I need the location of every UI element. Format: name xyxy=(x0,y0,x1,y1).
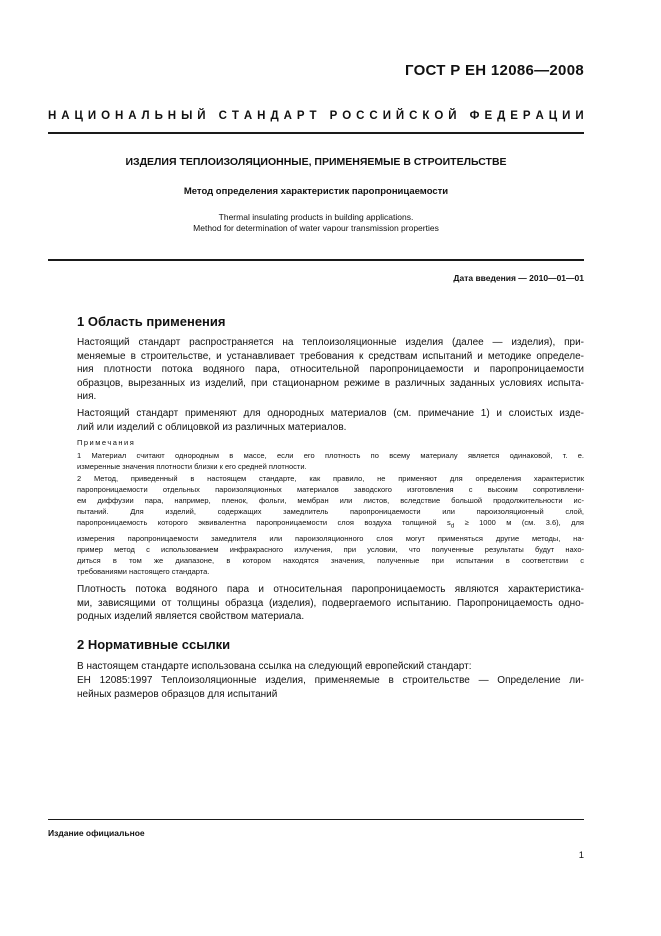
notes-label: Примечания xyxy=(77,438,136,447)
heading-letter: Н xyxy=(167,110,177,122)
text-line: ЕН 12085:1997 Теплоизоляционные изделия, применяемые в строительстве — Определение ли- xyxy=(77,675,584,686)
heading-letter: Д xyxy=(497,110,506,122)
heading-letter: Т xyxy=(231,110,239,122)
document-title: ИЗДЕЛИЯ ТЕПЛОИЗОЛЯЦИОННЫЕ, ПРИМЕНЯЕМЫЕ В СТРОИТЕЛЬСТВЕ xyxy=(125,156,507,168)
section-1-heading: 1 Область применения xyxy=(77,314,226,329)
section-2-paragraph-2 xyxy=(77,674,584,701)
section-1-paragraph-2 xyxy=(77,407,584,434)
text-line: образцов, вырезанных из изделий, при стационарном режиме в различных заданных условиях испыта- xyxy=(77,377,584,389)
heading-space xyxy=(462,110,465,122)
text-line: родных изделий является свойством материала. xyxy=(77,611,305,623)
note-line: требованиями настоящего стандарта. xyxy=(77,567,210,577)
note-line: 1 Материал считают однородным в массе, если его плотность по всему материалу является одинаковой, т. е. xyxy=(77,451,584,460)
text-line: Плотность потока водяного пара и относительная паропроницаемость являются характеристика- xyxy=(77,584,584,595)
heading-letter: А xyxy=(128,110,137,122)
document-subtitle: Метод определения характеристик паропроницаемости xyxy=(183,186,449,197)
heading-letter: Н xyxy=(257,110,266,122)
section-1-paragraph-3 xyxy=(77,583,584,624)
note-line: пытаний. Для изделий, содержащих замедлитель паропроницаемости или пароизоляционный слой, xyxy=(77,507,584,517)
note-line: пример метод с использованием инфракрасного излучения, при условии, что полученные результаты будут нахо- xyxy=(77,545,584,555)
heading-letter: Н xyxy=(48,110,57,122)
text-line: ния плотности потока водяного пара, относительной паропроницаемости и паропроницаемости xyxy=(77,364,584,376)
heading-letter: Т xyxy=(309,110,317,122)
heading-letter: Ф xyxy=(469,110,480,122)
heading-letter: И xyxy=(382,110,391,122)
heading-letter: К xyxy=(422,110,430,122)
heading-letter: И xyxy=(562,110,571,122)
heading-letter: Й xyxy=(448,110,457,122)
english-title-line-2: Method for determination of water vapour transmission properties xyxy=(193,223,439,233)
text-line: Настоящий стандарт распространяется на теплоизоляционные изделия (далее — изделия), при- xyxy=(77,337,584,348)
document-number: ГОСТ Р ЕН 12086—2008 xyxy=(404,62,584,79)
heading-letter: Р xyxy=(296,110,305,122)
text-line: ми, зависящими от толщины образца (изделия), подвергаемого испытанию. Паропроницаемость одно- xyxy=(77,597,584,609)
page-number: 1 xyxy=(578,850,584,861)
heading-letter: И xyxy=(87,110,97,122)
section-2-heading: 2 Нормативные ссылки xyxy=(77,637,231,652)
note-line: паропроницаемости отдельных пароизоляционных материалов заводского изготовления с высоким сопротивлени- xyxy=(77,485,584,495)
heading-letter: Е xyxy=(510,110,518,122)
note-line: паропроницаемость которого эквивалентна паропроницаемости слоя воздуха толщиной $s_d \ge 1000$ м (см. 3.6), для xyxy=(77,518,584,530)
note-line: диться в том же диапазоне, в котором находятся значения, полученные при испытании в соответствии с xyxy=(77,556,584,566)
top-rule xyxy=(48,132,584,134)
section-2-paragraph-1 xyxy=(77,660,584,674)
note-2 xyxy=(77,473,584,577)
heading-letter: Ц xyxy=(548,110,558,122)
heading-letter: Ы xyxy=(181,110,193,122)
heading-letter: Е xyxy=(484,110,493,122)
heading-letter: Н xyxy=(115,110,124,122)
heading-letter: Д xyxy=(270,110,279,122)
note-1 xyxy=(77,450,584,472)
heading-letter: С xyxy=(218,110,227,122)
text-line: В настоящем стандарте использована ссылка на следующий европейский стандарт: xyxy=(77,661,472,672)
heading-letter: А xyxy=(535,110,544,122)
text-line: меняемые в строительстве, и устанавливает требования к средствам испытаний и методике определе- xyxy=(77,350,584,362)
heading-letter: С xyxy=(369,110,378,122)
heading-letter: Й xyxy=(395,110,405,122)
heading-letter: Р xyxy=(329,110,338,122)
note-line: ем диффузии пара, например, пленок, фольги, мембран или листов, вследствие большой продолжительности ис- xyxy=(77,496,584,506)
note-line: 2 Метод, приведенный в настоящем стандарте, как правило, не применяют для определения характеристик xyxy=(77,474,584,483)
english-title-line-1: Thermal insulating products in building applications. xyxy=(218,212,414,222)
text-line: нейных размеров образцов для испытаний xyxy=(77,688,278,700)
heading-letter: С xyxy=(409,110,418,122)
heading-letter: Й xyxy=(197,110,206,122)
note-line: измерения паропроницаемости замедлителя или пароизоляционного слоя могут применяться другие методы, на- xyxy=(77,533,584,543)
heading-space xyxy=(321,110,324,122)
heading-letter: Л xyxy=(141,110,150,122)
heading-letter: О xyxy=(434,110,444,122)
heading-letter: И xyxy=(575,110,584,122)
english-title xyxy=(48,212,584,234)
heading-letter: Ь xyxy=(154,110,163,122)
edition-label: Издание официальное xyxy=(48,828,145,838)
heading-letter: Ц xyxy=(74,110,83,122)
text-line: лий или изделий с облицовкой из различных материалов. xyxy=(77,421,347,433)
text-line: ния. xyxy=(77,391,97,403)
standard-type-heading xyxy=(48,110,584,122)
heading-space xyxy=(211,110,214,122)
heading-letter: Р xyxy=(522,110,531,122)
heading-letter: О xyxy=(342,110,352,122)
footer-rule xyxy=(48,819,584,820)
section-1-paragraph-1 xyxy=(77,336,584,404)
heading-letter: А xyxy=(61,110,70,122)
heading-letter: А xyxy=(283,110,292,122)
heading-letter: С xyxy=(356,110,365,122)
title-bottom-rule xyxy=(48,259,584,261)
heading-letter: А xyxy=(243,110,253,122)
introduction-date: Дата введения — 2010—01—01 xyxy=(453,273,584,283)
heading-letter: О xyxy=(101,110,111,122)
text-line: Настоящий стандарт применяют для однородных материалов (см. примечание 1) и слоистых изде- xyxy=(77,408,584,419)
note-line: измеренные значения плотности близки к его средней плотности. xyxy=(77,462,307,472)
